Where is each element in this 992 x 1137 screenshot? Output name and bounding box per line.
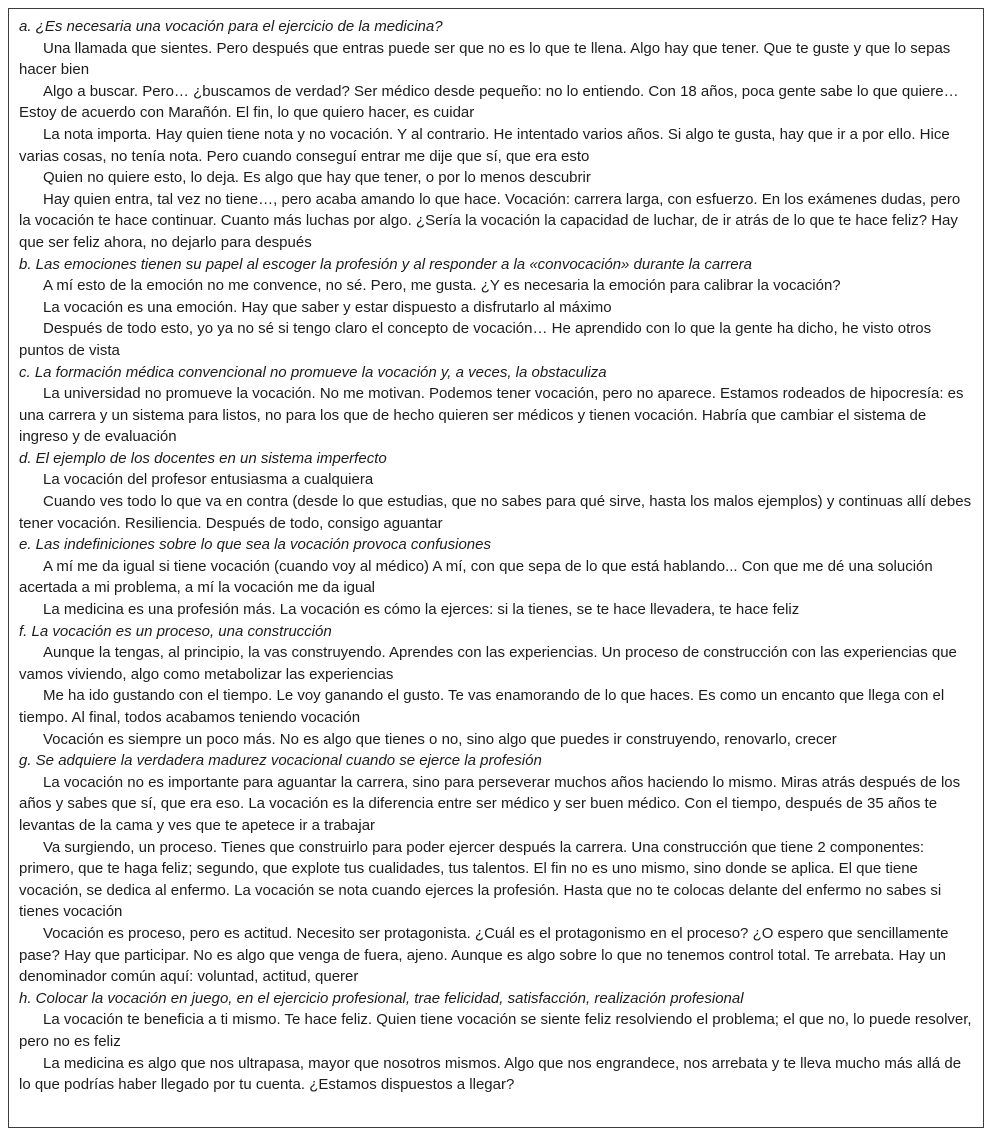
quote-paragraph: A mí esto de la emoción no me convence, no sé. Pero, me gusta. ¿Y es necesaria la emoción para calibrar la vocación? bbox=[43, 277, 841, 295]
quote-paragraph: Una llamada que sientes. Pero después que entras puede ser que no es lo que te llena. Algo hay que tener. Que te guste y que lo sepas hacer bien bbox=[19, 39, 951, 79]
section-heading-c: c. La formación médica convencional no promueve la vocación y, a veces, la obstaculiza bbox=[19, 363, 607, 381]
quote-paragraph: Me ha ido gustando con el tiempo. Le voy ganando el gusto. Te vas enamorando de lo que haces. Es como un encanto que llega con el tiempo. Al final, todos acabamos teniendo vocación bbox=[19, 687, 945, 726]
quote-paragraph: La medicina es una profesión más. La vocación es cómo la ejerces: si la tienes, se te hace llevadera, te hace feliz bbox=[43, 601, 800, 619]
section-heading-b: b. Las emociones tienen su papel al escoger la profesión y al responder a la «convocación» durante la carrera bbox=[19, 255, 752, 273]
quote-paragraph: Vocación es proceso, pero es actitud. Necesito ser protagonista. ¿Cuál es el protagonismo en el proceso? ¿O espero que sencillamente pase? Hay que participar. No es algo que venga de fuera, ajeno. Aunque es algo sobre lo que no tenemos control total. Te arrebata. Hay un denominador común aquí: voluntad, actitud, querer bbox=[19, 924, 949, 986]
quote-paragraph: Va surgiendo, un proceso. Tienes que construirlo para poder ejercer después la carrera. Una construcción que tiene 2 componentes: primero, que te haga feliz; segundo, que explote tus cualidades, tus talentos. El fin no es uno mismo, sino donde se aplica. El que tiene vocación, se dedica al enfermo. La vocación se nota cuando ejerces la profesión. Hasta que no te colocas delante del enfermo no sabes si tienes vocación bbox=[19, 838, 942, 921]
quote-paragraph: Cuando ves todo lo que va en contra (desde lo que estudias, que no sabes para qué sirve, hasta los malos ejemplos) y continuas allí debes tener vocación. Resiliencia. Después de todo, consigo aguantar bbox=[19, 493, 972, 532]
section-heading-e: e. Las indefiniciones sobre lo que sea la vocación provoca confusiones bbox=[19, 536, 491, 554]
quote-paragraph: La universidad no promueve la vocación. No me motivan. Podemos tener vocación, pero no aparece. Estamos rodeados de hipocresía: es una carrera y un sistema para listos, no para los que de hecho quieren ser médicos y tienen vocación. Habría que cambiar el sistema de ingreso y de evaluación bbox=[19, 385, 964, 446]
section-heading-h: h. Colocar la vocación en juego, en el ejercicio profesional, trae felicidad, satisfacción, realización profesional bbox=[19, 989, 744, 1007]
quote-paragraph: La vocación es una emoción. Hay que saber y estar dispuesto a disfrutarlo al máximo bbox=[43, 298, 612, 316]
quote-paragraph: La vocación del profesor entusiasma a cualquiera bbox=[43, 471, 374, 489]
quote-paragraph: Hay quien entra, tal vez no tiene…, pero acaba amando lo que hace. Vocación: carrera larga, con esfuerzo. En los exámenes dudas, pero la vocación te hace continuar. Cuanto más luchas por algo. ¿Sería la vocación la capacidad de luchar, de ir atrás de lo que te hace feliz? Hay que ser feliz ahora, no dejarlo para después bbox=[19, 190, 961, 251]
quote-paragraph: Vocación es siempre un poco más. No es algo que tienes o no, sino algo que puedes ir construyendo, renovarlo, crecer bbox=[43, 730, 837, 748]
section-heading-f: f. La vocación es un proceso, una construcción bbox=[19, 622, 332, 640]
vocation-quotes-table bbox=[8, 8, 984, 1128]
quote-paragraph: A mí me da igual si tiene vocación (cuando voy al médico) A mí, con que sepa de lo que está hablando... Con que me dé una solución acertada a mi problema, a mí la vocación me da igual bbox=[19, 557, 933, 597]
quote-paragraph: La vocación te beneficia a ti mismo. Te hace feliz. Quien tiene vocación se siente feliz resolviendo el problema; el que no, lo puede resolver, pero no es feliz bbox=[19, 1011, 972, 1050]
quote-paragraph: Quien no quiere esto, lo deja. Es algo que hay que tener, o por lo menos descubrir bbox=[43, 169, 591, 187]
section-heading-g: g. Se adquiere la verdadera madurez vocacional cuando se ejerce la profesión bbox=[19, 752, 542, 770]
quote-paragraph: La nota importa. Hay quien tiene nota y no vocación. Y al contrario. He intentado varios años. Si algo te gusta, hay que ir a por ello. Hice varias cosas, no tenía nota. Pero cuando conseguí entrar me dije que sí, que era esto bbox=[19, 125, 950, 165]
quote-paragraph: La medicina es algo que nos ultrapasa, mayor que nosotros mismos. Algo que nos engrandece, nos arrebata y te lleva mucho más allá de lo que podrías haber llegado por tu cuenta. ¿Estamos dispuestos a llegar? bbox=[19, 1054, 962, 1094]
quote-paragraph: La vocación no es importante para aguantar la carrera, sino para perseverar muchos años haciendo lo mismo. Miras atrás después de los años y sabes que sí, que era eso. La vocación es la diferencia entre ser médico y ser buen médico. Con el tiempo, después de 35 años te levantas de la cama y ves que te apetece ir a trabajar bbox=[19, 773, 961, 834]
quote-paragraph: Algo a buscar. Pero… ¿buscamos de verdad? Ser médico desde pequeño: no lo entiendo. Con 18 años, poca gente sabe lo que quiere… Estoy de acuerdo con Marañón. El fin, lo que quiero hacer, es cuidar bbox=[19, 82, 959, 122]
quote-paragraph: Después de todo esto, yo ya no sé si tengo claro el concepto de vocación… He aprendido con lo que la gente ha dicho, he visto otros puntos de vista bbox=[19, 320, 932, 359]
quote-paragraph: Aunque la tengas, al principio, la vas construyendo. Aprendes con las experiencias. Un proceso de construcción con las experiencias que vamos viviendo, algo como metabolizar las experiencias bbox=[19, 644, 957, 683]
section-heading-d: d. El ejemplo de los docentes en un sistema imperfecto bbox=[19, 449, 387, 467]
section-heading-a: a. ¿Es necesaria una vocación para el ejercicio de la medicina? bbox=[19, 18, 443, 35]
